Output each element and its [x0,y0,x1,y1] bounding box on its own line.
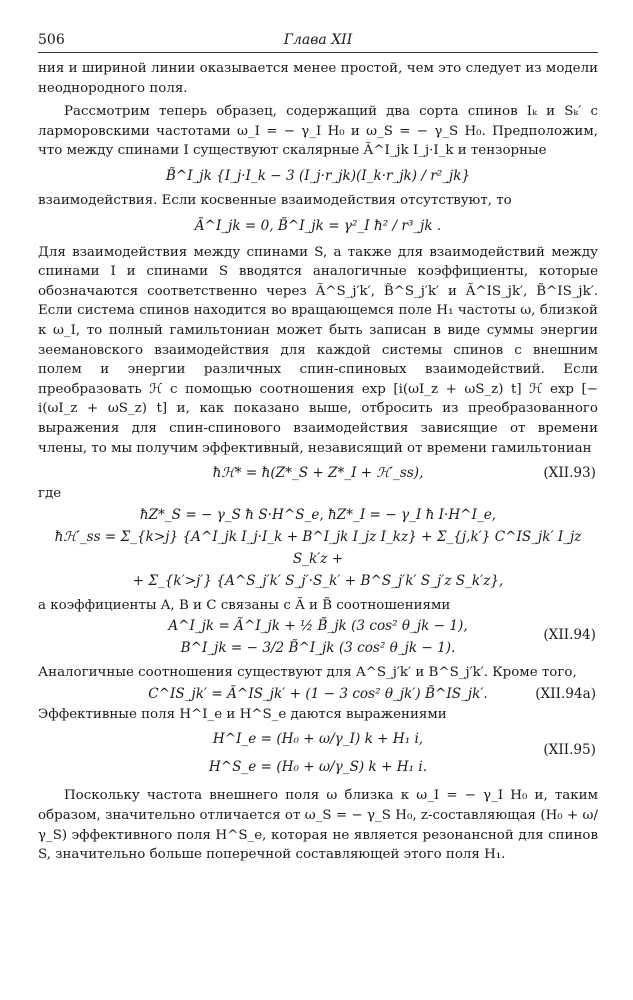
paragraph-4: Для взаимодействия между спинами S, а также для взаимодействий между спинами I и спинами S вводятся аналогичные коэффициенты, которые обозначаются соответственно через Ã^S_j′k′, B̃^S_j′k′ и Ã^IS_jk′, B̃^IS_jk′. Если система спинов находится во вращающемся поле H₁ частоты ω, близкой к ω_I, то полный гамильтониан может быть записан в виде суммы энергии зеемановского взаимодействия для каждой системы спинов с внешним полем и энергии различных спин-спиновых взаимодействий. Если преобразовать ℋ с помощью соотношения exp [i(ωI_z + ωS_z) t] ℋ exp [− i(ωI_z + ωS_z) t] и, как показано выше, отбросить из преобразованного выражения для спин-спинового взаимодействия зависящие от времени члены, то мы получим эффективный, независящий от времени гамильтониан [38,244,598,456]
equation-b: B^I_jk = − 3/2 B̃^I_jk (3 cos² θ_jk − 1). [180,640,456,657]
equation-tensor: B̃^I_jk {I_j·I_k − 3 (I_j·r_jk)(I_k·r_jk) / r²_jk} [165,167,471,184]
equation-hamiltonian [38,462,598,484]
equation-group-95 [38,728,598,778]
paragraph-5: где [38,486,62,502]
equation-label-95: (XII.95) [543,742,596,759]
equation-zeeman: ħZ*_S = − γ_S ħ S·H^S_e, ħZ*_I = − γ_I ħ I·H^I_e, [139,506,497,523]
equation-label-94a: (XII.94a) [535,685,596,702]
page [38,30,598,865]
equation-label-93: (XII.93) [543,465,596,482]
paragraph-2: Рассмотрим теперь образец, содержащий два сорта спинов Iₖ и Sₖ′ с ларморовскими частотами ω_I = − γ_I H₀ и ω_S = − γ_S H₀. Предположим, что между спинами I существуют скалярные Ã^I_jk I_j·I_k и тензорные [38,104,598,159]
equation-spin-spin-2: + Σ_{k′>j′} {A^S_j′k′ S_j′·S_k′ + B^S_j′k′ S_j′z S_k′z}, [132,572,504,589]
equation-spin-spin-1: ħℋ′_ss = Σ_{k>j} {A^I_jk I_j·I_k + B^I_jk I_jz I_kz} + Σ_{j,k′} C^IS_jk′ I_jz S_k′z + [54,528,582,567]
running-header [38,30,598,53]
paragraph-3: взаимодействия. Если косвенные взаимодействия отсутствуют, то [38,192,512,208]
equation-group-94 [38,615,598,659]
paragraph-7: Аналогичные соотношения существуют для A^S_j′k′ и B^S_j′k′. Кроме того, [38,665,577,681]
equation-a: A^I_jk = Ã^I_jk + ½ B̃_jk (3 cos² θ_jk − 1), [168,618,468,635]
paragraph-9: Поскольку частота внешнего поля ω близка к ω_I = − γ_I H₀ и, таким образом, значительно отличается от ω_S = − γ_S H₀, z-составляющая (H₀ + ω/γ_S) эффективного поля H^S_e, которая не является резонансной для спинов S, значительно больше поперечной составляющей этого поля H₁. [38,788,598,863]
paragraph-8: Эффективные поля H^I_e и H^S_e даются выражениями [38,706,447,722]
paragraph-1: ния и шириной линии оказывается менее простой, чем это следует из модели неоднородного поля. [38,61,598,96]
chapter-title: Глава XII [283,32,353,48]
equation-label-94: (XII.94) [543,627,596,644]
page-number: 506 [38,32,65,48]
equation-hse: H^S_e = (H₀ + ω/γ_S) k + H₁ i. [208,759,428,776]
equation-c [38,683,598,705]
equation-coefficients: Ã^I_jk = 0, B̃^I_jk = γ²_I ħ² / r³_jk . [194,217,442,234]
paragraph-6: а коэффициенты A, B и C связаны с Ã и B̃ соотношениями [38,597,451,613]
equation-hie: H^I_e = (H₀ + ω/γ_I) k + H₁ i, [212,731,424,748]
equation-hamiltonian-body: ħℋ* = ħ(Z*_S + Z*_I + ℋ′_ss), [212,465,424,482]
equation-c-body: C^IS_jk′ = Ã^IS_jk′ + (1 − 3 cos² θ_jk′) B̃^IS_jk′. [148,685,488,702]
